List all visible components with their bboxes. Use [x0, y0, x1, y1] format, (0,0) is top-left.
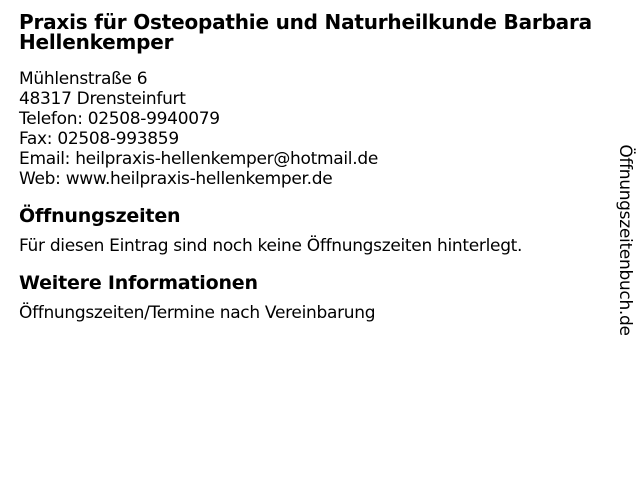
section-heading-opening-hours: Öffnungszeiten: [19, 205, 181, 227]
email-line: Email: heilpraxis-hellenkemper@hotmail.de: [19, 149, 378, 169]
phone-line: Telefon: 02508-9940079: [19, 109, 220, 129]
web-line: Web: www.heilpraxis-hellenkemper.de: [19, 169, 333, 189]
address-street-line: Mühlenstraße 6: [19, 69, 148, 89]
listing-content: [19, 12, 619, 323]
section-heading-more-info: Weitere Informationen: [19, 272, 258, 294]
brand-watermark: Öffnungszeitenbuch.de: [615, 144, 635, 336]
opening-hours-empty-text: Für diesen Eintrag sind noch keine Öffnungszeiten hinterlegt.: [19, 236, 523, 256]
address-city-line: 48317 Drensteinfurt: [19, 89, 186, 109]
page-title: Praxis für Osteopathie und Naturheilkunde Barbara Hellenkemper: [19, 10, 592, 54]
more-info-text: Öffnungszeiten/Termine nach Vereinbarung: [19, 303, 376, 323]
contact-block: [19, 69, 619, 189]
fax-line: Fax: 02508-993859: [19, 129, 179, 149]
